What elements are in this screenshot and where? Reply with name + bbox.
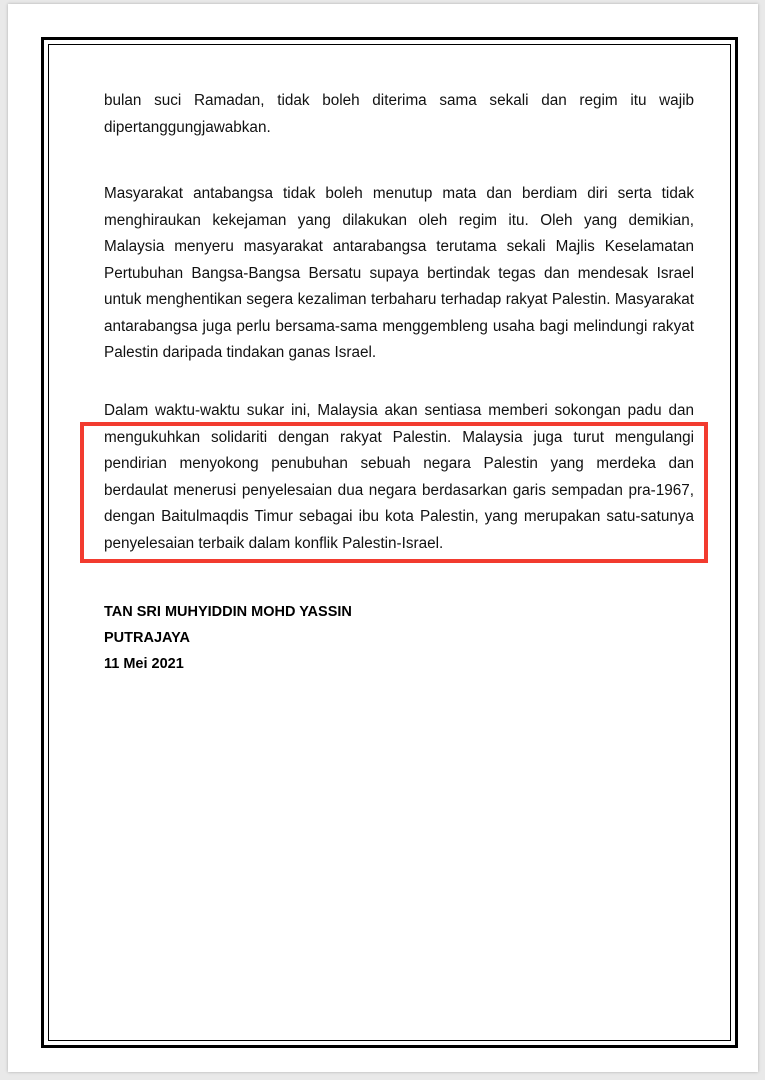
paragraph-2: Masyarakat antabangsa tidak boleh menutup mata dan berdiam diri serta tidak menghiraukan kekejaman yang dilakukan oleh regim itu. Oleh yang demikian, Malaysia menyeru masyarakat antarabangsa terutama sekali Majlis Keselamatan Pertubuhan Bangsa-Bangsa Bersatu supaya bertindak tegas dan mendesak Israel untuk menghentikan segera kezaliman terbaharu terhadap rakyat Palestin. Masyarakat antarabangsa juga perlu bersama-sama menggembleng usaha bagi melindungi rakyat Palestin daripada tindakan ganas Israel. bbox=[104, 185, 694, 361]
paragraph-3: Dalam waktu-waktu sukar ini, Malaysia akan sentiasa memberi sokongan padu dan mengukuhkan solidariti dengan rakyat Palestin. Malaysia juga turut mengulangi pendirian menyokong penubuhan sebuah negara Palestin yang merdeka dan berdaulat menerusi penyelesaian dua negara berdasarkan garis sempadan pra-1967, dengan Baitulmaqdis Timur sebagai ibu kota Palestin, yang merupakan satu-satunya penyelesaian terbaik dalam konflik Palestin-Israel. bbox=[104, 402, 694, 552]
document-page bbox=[8, 4, 758, 1072]
signature-date: 11 Mei 2021 bbox=[104, 656, 184, 672]
signature-place: PUTRAJAYA bbox=[104, 630, 190, 646]
signature-name: TAN SRI MUHYIDDIN MOHD YASSIN bbox=[104, 604, 352, 620]
highlight-box bbox=[80, 422, 708, 563]
paragraph-1: bulan suci Ramadan, tidak boleh diterima sama sekali dan regim itu wajib dipertanggungjawabkan. bbox=[104, 92, 694, 136]
